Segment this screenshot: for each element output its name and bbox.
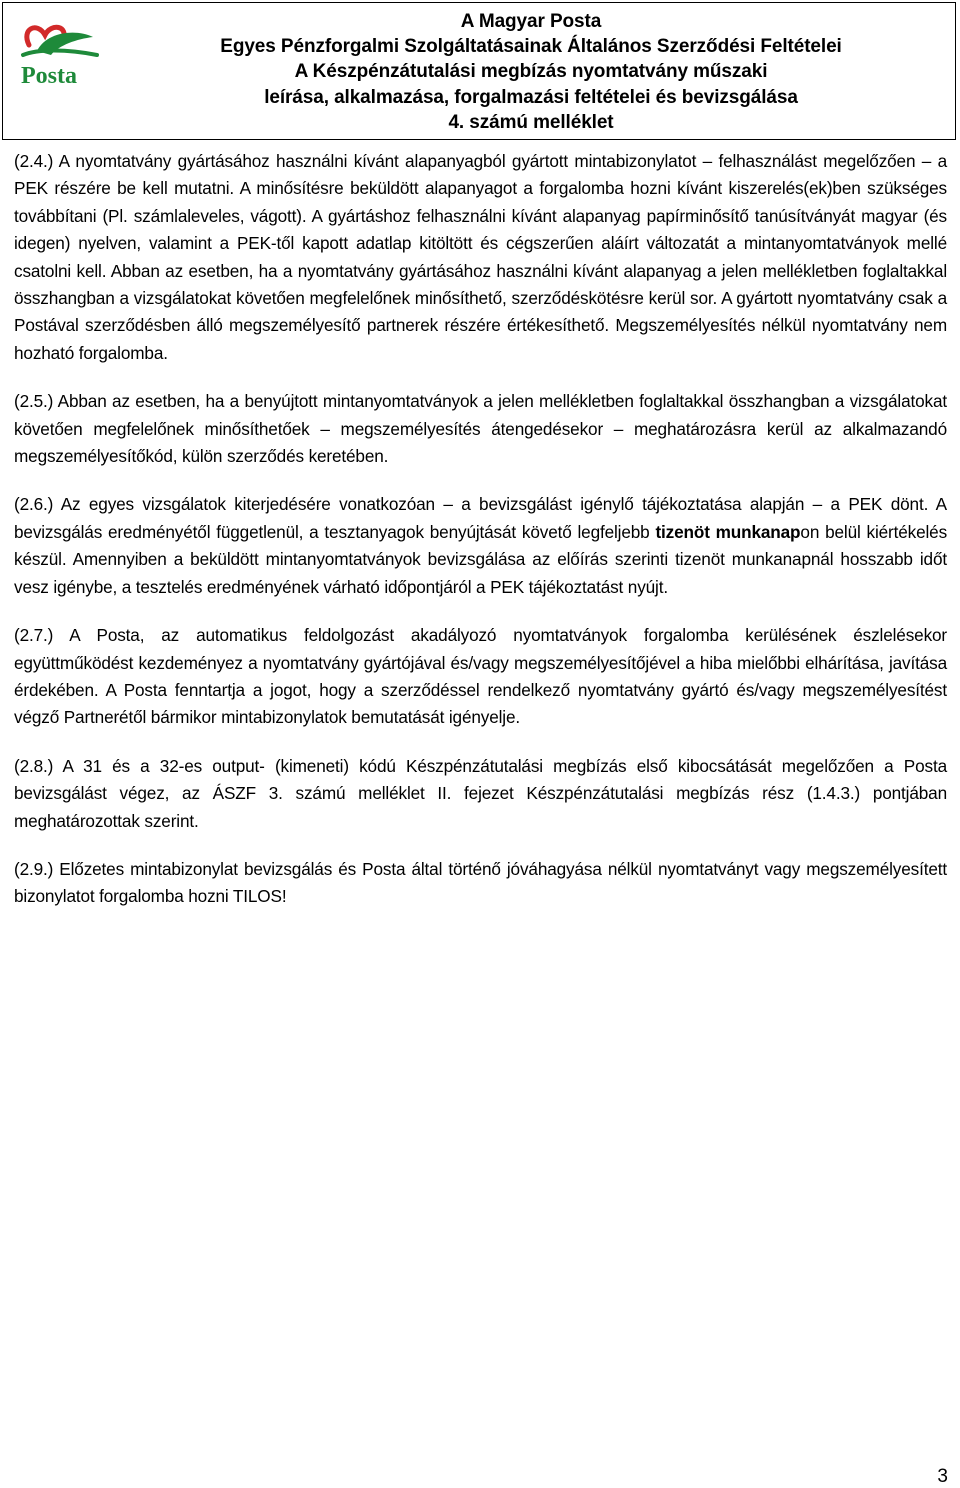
paragraph-2-7: (2.7.) A Posta, az automatikus feldolgozást akadályozó nyomtatványok forgalomba kerülésének észlelésekor együttműködést kezdeményez a nyomtatvány gyártójával és/vagy megszemélyesítőjével a hiba mielőbbi elhárítása, javítása érdekében. A Posta fenntartja a jogot, hogy a szerződéssel rendelkező nyomtatvány gyártó és/vagy megszemélyesítést végző Partnerétől bármikor mintabizonylatok bemutatását igényelje. <box>14 625 947 728</box>
header-line-2: Egyes Pénzforgalmi Szolgáltatásainak Általános Szerződési Feltételei <box>220 36 842 58</box>
posta-logo-icon <box>7 15 109 95</box>
document-body <box>14 148 947 932</box>
paragraph-2-6-text-cont: on belül kiértékelés készül. Amennyiben a beküldött mintanyomtatványok bevizsgálása az előírás szerinti tizenöt munkanapnál hosszabb időt vesz igénybe, a tesztelés eredményének várható időpontjáról a PEK tájékoztatást nyújt. <box>14 521 948 597</box>
paragraph-2-4: (2.4.) A nyomtatvány gyártásához használni kívánt alapanyagból gyártott mintabizonylatot – felhasználást megelőzően – a PEK részére be kell mutatni. A minősítésre beküldött alapanyagot a forgalomba hozni kívánt kiszerelés(ek)ben szükséges továbbítani (Pl. számlaleveles, vágott). A gyártáshoz felhasználni kívánt alapanyag papírminősítő tanúsítványát magyar (és idegen) nyelven, valamint a PEK-től kapott adatlap kitöltött és cégszerűen aláírt változatát a mintanyomtatványok mellé csatolni kell. Abban az esetben, ha a nyomtatvány gyártásához használni kívánt alapanyag a jelen mellékletben foglaltakkal összhangban a vizsgálatokat követően megfelelőnek minősíthető, szerződéskötésre kerül sor. A gyártott nyomtatvány csak a Postával szerződésben álló megszemélyesítő partnerek részére értékesíthető. Megszemélyesítés nélkül nyomtatvány nem hozható forgalomba. <box>14 151 947 363</box>
header-line-5: 4. számú melléklet <box>448 111 614 133</box>
paragraph-2-6 <box>14 491 947 601</box>
paragraph-2-5: (2.5.) Abban az esetben, ha a benyújtott mintanyomtatványok a jelen mellékletben foglaltakkal összhangban a vizsgálatokat követően megfelelőnek minősíthetőek – megszemélyesítés átengedésekor – meghatározásra kerül az alkalmazandó megszemélyesítőkód, külön szerződés keretében. <box>14 391 947 467</box>
paragraph-2-9: (2.9.) Előzetes mintabizonylat bevizsgálás és Posta által történő jóváhagyása nélkül nyomtatványt vagy megszemélyesített bizonylatot forgalomba hozni TILOS! <box>14 858 947 907</box>
header-title <box>113 9 949 135</box>
header-line-1: A Magyar Posta <box>460 11 602 32</box>
page-number: 3 <box>937 1466 948 1487</box>
document-header <box>2 2 956 140</box>
paragraph-2-8: (2.8.) A 31 és a 32-es output- (kimeneti) kódú Készpénzátutalási megbízás első kibocsátását megelőzően a Posta bevizsgálást végez, az ÁSZF 3. számú melléklet II. fejezet Készpénzátutalási megbízás rész (1.4.3.) pontjában meghatározottak szerint. <box>14 755 947 831</box>
paragraph-2-6-text: (2.6.) Az egyes vizsgálatok kiterjedésére vonatkozóan – a bevizsgálást igénylő tájékoztatása alapján – a PEK dönt. A bevizsgálás eredményétől függetlenül, a tesztanyagok benyújtását követő legfeljebb <box>14 494 947 542</box>
paragraph-2-6-emphasis: tizenöt munkanap <box>655 521 801 542</box>
header-line-3: A Készpénzátutalási megbízás nyomtatvány műszaki <box>294 61 768 83</box>
header-line-4: leírása, alkalmazása, forgalmazási feltételei és bevizsgálása <box>264 86 798 108</box>
logo-text: Posta <box>21 63 77 89</box>
